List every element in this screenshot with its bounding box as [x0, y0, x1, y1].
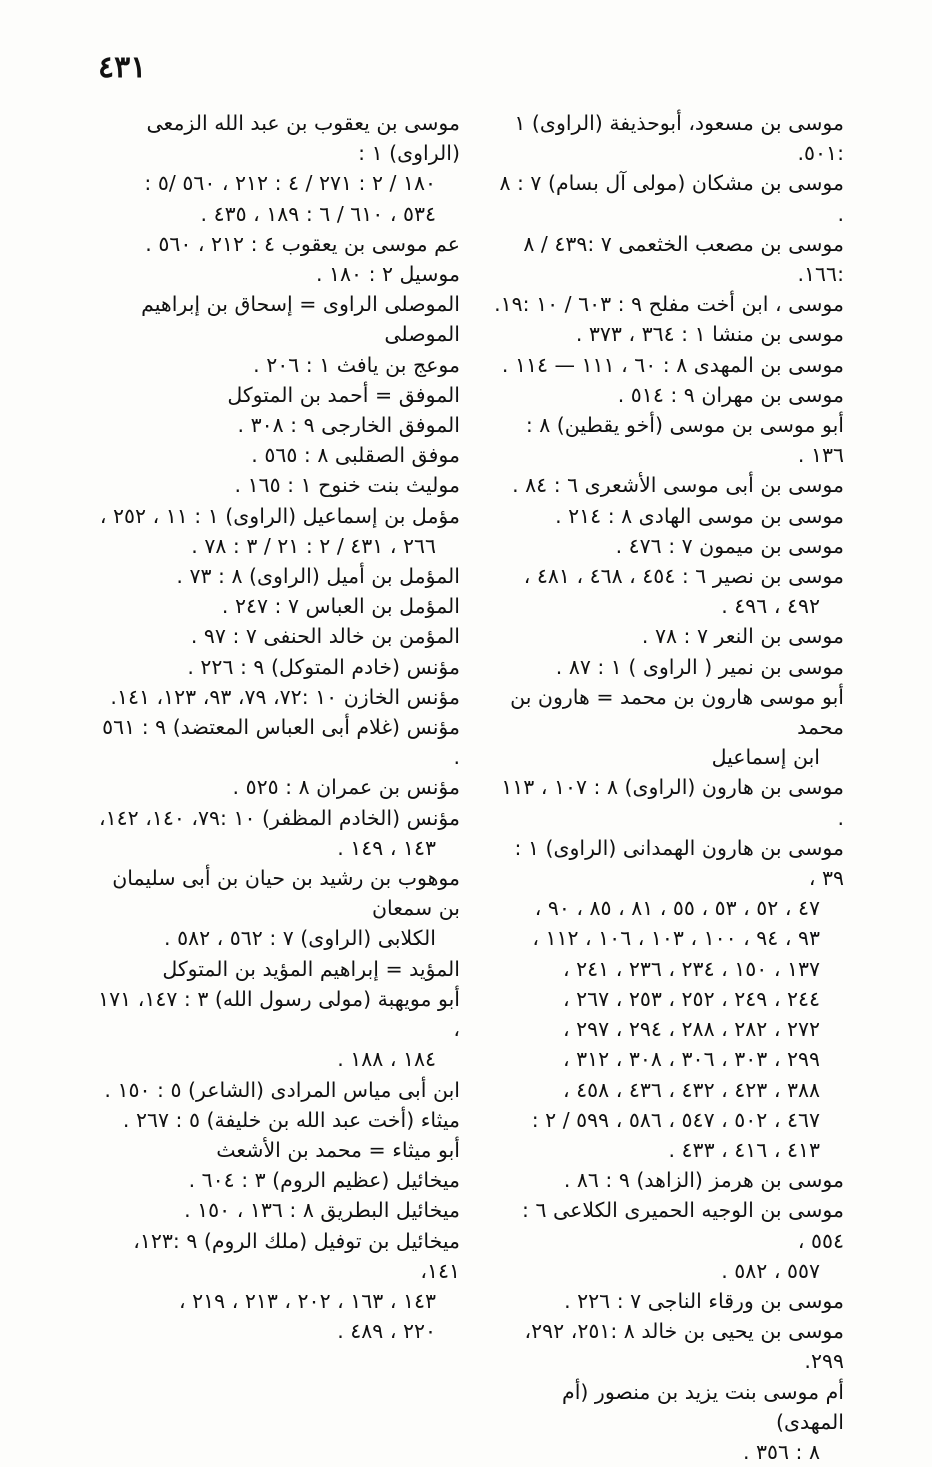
index-line: أبو موسى بن موسى (أخو يقطين) ٨ : ١٣٦ .: [525, 413, 844, 468]
index-line: ١٨٤ ، ١٨٨ .: [337, 1047, 436, 1072]
index-line: ابن إسماعيل: [711, 745, 820, 770]
index-line: ٤٧ ، ٥٢ ، ٥٣ ، ٥٥ ، ٨١ ، ٨٥ ، ٩٠ ،: [534, 896, 820, 921]
index-line: مؤنس الخازن ١٠ :٧٢، ٧٩، ٩٣، ١٢٣، ١٤١.: [110, 684, 460, 709]
index-line: موسى بن نصير ٦ : ٤٥٤ ، ٤٦٨ ، ٤٨١ ،: [523, 564, 844, 589]
index-line: ١٨٠ / ٢ : ٢٧١ / ٤ : ٢١٢ ، ٥٦٠ /٥ :: [144, 171, 436, 196]
index-line: موسى بن النعر ٧ : ٧٨ .: [641, 624, 844, 649]
index-line: موسى بن موسى الهادى ٨ : ٢١٤ .: [555, 503, 844, 528]
index-line: ٢٤٤ ، ٢٤٩ ، ٢٥٢ ، ٢٥٣ ، ٢٦٧ ،: [563, 986, 820, 1011]
index-line: أبو مويهبة (مولى رسول الله) ٣ : ١٤٧، ١٧١ ،: [98, 986, 460, 1042]
index-line: مؤنس بن عمران ٨ : ٥٢٥ .: [232, 775, 460, 800]
index-line: مؤنس (الخادم المظفر) ١٠ :٧٩، ١٤٠، ١٤٢،: [99, 805, 460, 830]
index-line: موسى بن هارون الهمدانى (الراوى) ١ : ٣٩ ،: [514, 835, 844, 891]
index-line: موسى بن هرمز (الزاهد) ٩ : ٨٦ .: [563, 1168, 844, 1193]
index-line: موهوب بن رشيد بن حيان بن أبى سليمان بن سمعان: [112, 866, 460, 921]
index-line: موسى بن المهدى ٨ : ٦٠ ، ١١١ — ١١٤ .: [501, 352, 844, 377]
index-line: ١٣٧ ، ١٥٠ ، ٢٣٤ ، ٢٣٦ ، ٢٤١ ،: [563, 956, 820, 981]
index-line: ٤٩٢ ، ٤٩٦ .: [721, 594, 820, 619]
index-line: ميخائيل البطريق ٨ : ١٣٦ ، ١٥٠ .: [184, 1198, 460, 1223]
index-line: موسى بن مصعب الخثعمى ٧ :٤٣٩ / ٨ :١٦٦.: [523, 231, 844, 287]
index-line: الكلابى (الراوى) ٧ : ٥٦٢ ، ٥٨٢ .: [164, 926, 436, 951]
index-column-left: [98, 108, 460, 1346]
index-line: عم موسى بن يعقوب ٤ : ٢١٢ ، ٥٦٠ .: [145, 231, 460, 256]
index-line: ميخائيل (عظيم الروم) ٣ : ٦٠٤ .: [188, 1168, 460, 1193]
index-line: المؤمل بن أميل (الراوى) ٨ : ٧٣ .: [176, 564, 460, 589]
index-line: أم موسى بنت يزيد بن منصور (أم المهدى): [562, 1379, 844, 1434]
index-line: موسى بن منشا ١ : ٣٦٤ ، ٣٧٣ .: [575, 322, 844, 347]
index-line: مؤمل بن إسماعيل (الراوى) ١ : ١١ ، ٢٥٢ ،: [99, 503, 460, 528]
index-line: موسى بن مشكان (مولى آل بسام) ٧ : ٨ .: [499, 171, 844, 226]
index-line: ١٤٣ ، ١٤٩ .: [337, 835, 436, 860]
index-line: ٤١٣ ، ٤١٦ ، ٤٣٣ .: [668, 1137, 820, 1162]
index-line: موسى بن مسعود، أبوحذيفة (الراوى) ١ :٥٠١.: [514, 111, 844, 166]
index-line: ٢٩٩ ، ٣٠٣ ، ٣٠٦ ، ٣٠٨ ، ٣١٢ ،: [563, 1047, 820, 1072]
index-line: موسيل ٢ : ١٨٠ .: [315, 262, 460, 287]
index-line: ٨ : ٣٥٦ .: [742, 1439, 820, 1464]
index-line: ٥٥٧ ، ٥٨٢ .: [721, 1258, 820, 1283]
index-line: أبو ميثاء = محمد بن الأشعث: [216, 1137, 460, 1162]
page-number: ٤٣١: [98, 50, 147, 85]
index-line: ٢٢٠ ، ٤٨٩ .: [337, 1319, 436, 1344]
index-line: موسى بن يحيى بن خالد ٨ :٢٥١، ٢٩٢، ٢٩٩.: [524, 1319, 844, 1374]
index-line: ٢٦٦ ، ٤٣١ / ٢ : ٢١ / ٣ : ٧٨ .: [191, 533, 436, 558]
index-line: مؤنس (خادم المتوكل) ٩ : ٢٢٦ .: [187, 654, 460, 679]
index-line: ٣٨٨ ، ٤٢٣ ، ٤٣٢ ، ٤٣٦ ، ٤٥٨ ،: [563, 1077, 820, 1102]
index-column-right: [492, 108, 844, 1467]
index-line: أبو موسى هارون بن محمد = هارون بن محمد: [510, 684, 844, 740]
index-line: ٩٣ ، ٩٤ ، ١٠٠ ، ١٠٣ ، ١٠٦ ، ١١٢ ،: [532, 926, 820, 951]
index-line: موسى ، ابن أخت مفلح ٩ : ٦٠٣ / ١٠ :١٩.: [494, 292, 844, 317]
index-line: ٥٣٤ ، ٦١٠ / ٦ : ١٨٩ ، ٤٣٥ .: [200, 201, 436, 226]
index-line: موسى بن هارون (الراوى) ٨ : ١٠٧ ، ١١٣ .: [501, 775, 844, 830]
index-line: ميخائيل بن توفيل (ملك الروم) ٩ :١٢٣، ١٤١،: [133, 1228, 460, 1283]
index-line: ٤٦٧ ، ٥٠٢ ، ٥٤٧ ، ٥٨٦ ، ٥٩٩ / ٢ :: [531, 1107, 820, 1132]
index-line: المؤمن بن خالد الحنفى ٧ : ٩٧ .: [190, 624, 460, 649]
index-line: موسى بن الوجيه الحميرى الكلاعى ٦ : ٥٥٤ ،: [522, 1198, 844, 1253]
index-line: موسى بن نمير ( الراوى ) ١ : ٨٧ .: [555, 654, 844, 679]
index-line: موسى بن أبى موسى الأشعرى ٦ : ٨٤ .: [512, 473, 844, 498]
index-line: الموفق الخارجى ٩ : ٣٠٨ .: [237, 413, 460, 438]
index-line: موفق الصقلبى ٨ : ٥٦٥ .: [251, 443, 460, 468]
index-line: المؤمل بن العباس ٧ : ٢٤٧ .: [221, 594, 460, 619]
index-line: موسى بن يعقوب بن عبد الله الزمعى (الراوى) ١ :: [146, 111, 460, 166]
index-line: موعج بن يافث ١ : ٢٠٦ .: [253, 352, 460, 377]
index-line: ميثاء (أخت عبد الله بن خليفة) ٥ : ٢٦٧ .: [122, 1107, 460, 1132]
index-line: المؤيد = إبراهيم المؤيد بن المتوكل: [162, 956, 460, 981]
index-line: مؤنس (غلام أبى العباس المعتضد) ٩ : ٥٦١ .: [102, 715, 460, 770]
index-line: الموصلى الراوى = إسحاق بن إبراهيم الموصلى: [141, 292, 460, 347]
index-line: الموفق = أحمد بن المتوكل: [227, 382, 460, 407]
index-line: ٢٧٢ ، ٢٨٢ ، ٢٨٨ ، ٢٩٤ ، ٢٩٧ ،: [563, 1017, 820, 1042]
index-line: موليث بنت خنوح ١ : ١٦٥ .: [234, 473, 460, 498]
index-line: موسى بن ميمون ٧ : ٤٧٦ .: [615, 533, 844, 558]
index-line: ابن أبى مياس المرادى (الشاعر) ٥ : ١٥٠ .: [104, 1077, 460, 1102]
index-line: ١٤٣ ، ١٦٣ ، ٢٠٢ ، ٢١٣ ، ٢١٩ ،: [179, 1288, 436, 1313]
index-line: موسى بن ورقاء الناجى ٧ : ٢٢٦ .: [564, 1288, 844, 1313]
index-line: موسى بن مهران ٩ : ٥١٤ .: [617, 382, 844, 407]
